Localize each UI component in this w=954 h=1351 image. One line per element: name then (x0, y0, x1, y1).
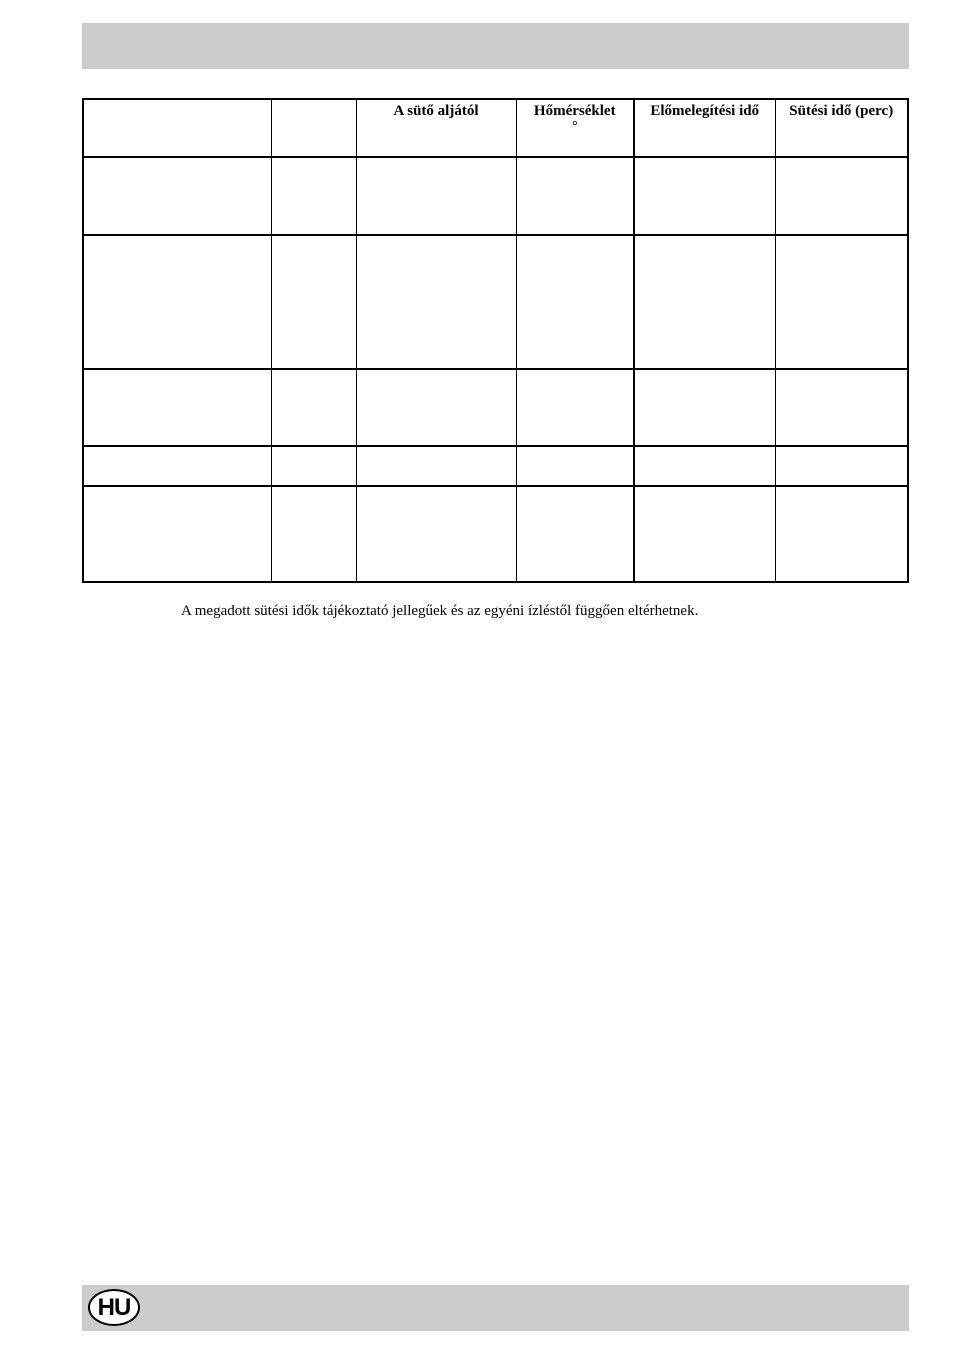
header-temperature (516, 99, 634, 157)
table-cell (271, 446, 356, 486)
header-temperature-label: Hőmérséklet (533, 103, 616, 119)
table-cell (634, 486, 775, 582)
table-cell (271, 235, 356, 369)
table-cell (775, 157, 908, 235)
table-cell (634, 446, 775, 486)
table-cell (83, 235, 271, 369)
table-cell (775, 486, 908, 582)
table-cell (634, 369, 775, 446)
table-cell (83, 157, 271, 235)
header-cooking-time: Sütési idő (perc) (775, 99, 908, 157)
table-cell (775, 235, 908, 369)
table-cell (516, 235, 634, 369)
table-cell (271, 157, 356, 235)
table-cell (775, 446, 908, 486)
table-cell (634, 157, 775, 235)
table-row (83, 486, 908, 582)
table-cell (83, 369, 271, 446)
table-cell (775, 369, 908, 446)
footer-bar (82, 1285, 909, 1331)
table-cell (516, 157, 634, 235)
header-level (271, 99, 356, 157)
table-cell (356, 235, 516, 369)
table-cell (356, 369, 516, 446)
header-preheat-time: Előmelegítési idő (634, 99, 775, 157)
language-badge: HU (88, 1289, 140, 1326)
table-cell (356, 446, 516, 486)
cooking-table (82, 98, 909, 583)
table-cell (634, 235, 775, 369)
table-row (83, 157, 908, 235)
degree-symbol: ° (571, 119, 578, 134)
table-cell (516, 369, 634, 446)
table-cell (271, 369, 356, 446)
table-cell (356, 486, 516, 582)
header-bar (82, 23, 909, 69)
table-cell (271, 486, 356, 582)
table-cell (83, 486, 271, 582)
header-from-bottom: A sütő aljától (356, 99, 516, 157)
table-header-row (83, 99, 908, 157)
cooking-time-note: A megadott sütési idők tájékoztató jellegűek és az egyéni ízléstől függően eltérhetnek. (181, 603, 699, 619)
table-row (83, 369, 908, 446)
table-cell (516, 486, 634, 582)
table-row (83, 235, 908, 369)
table-row (83, 446, 908, 486)
table-cell (83, 446, 271, 486)
table-cell (356, 157, 516, 235)
header-food (83, 99, 271, 157)
table-cell (516, 446, 634, 486)
